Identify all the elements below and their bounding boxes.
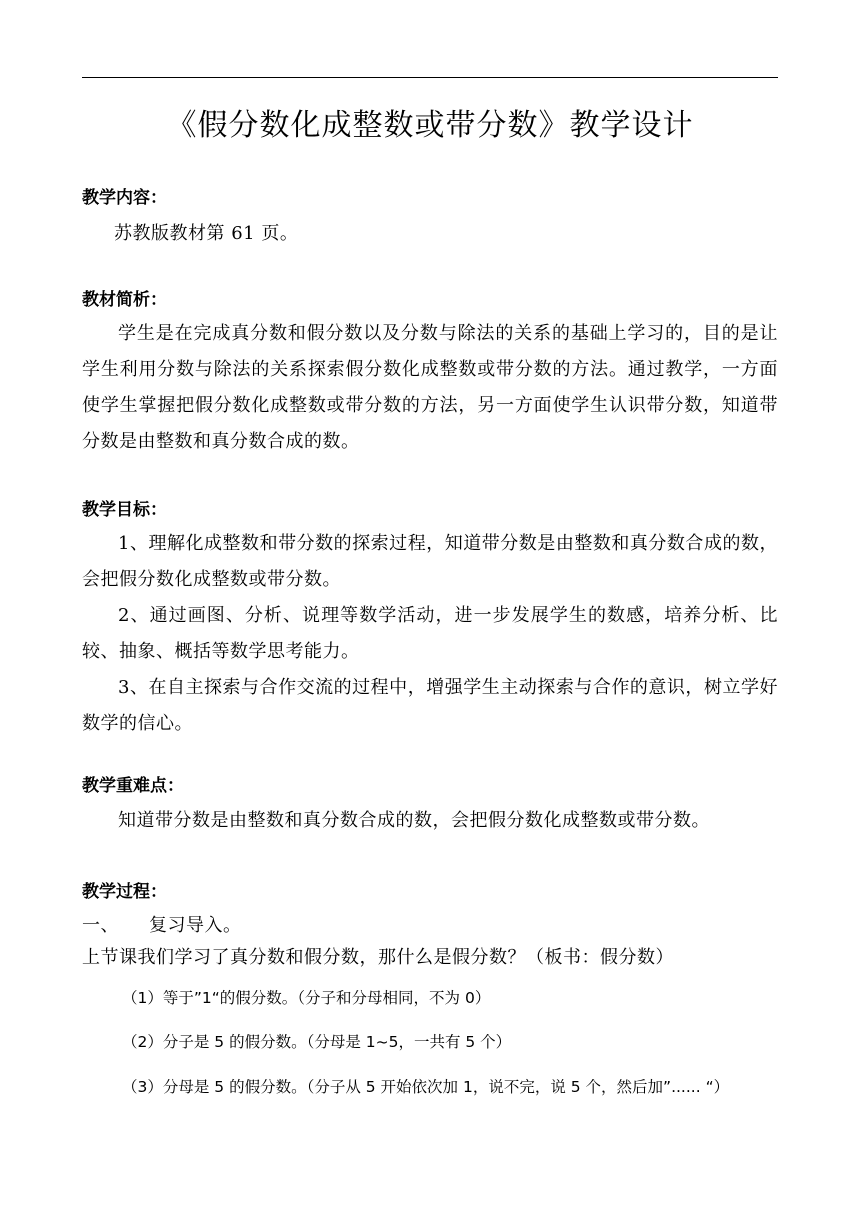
section-content bbox=[82, 184, 778, 212]
content-text-block bbox=[82, 218, 778, 250]
section-analysis bbox=[82, 286, 778, 314]
section-key-points bbox=[82, 772, 778, 800]
process-step-number: 一、 bbox=[82, 915, 119, 936]
key-points-text: 知道带分数是由整数和真分数合成的数，会把假分数化成整数或带分数。 bbox=[118, 810, 710, 831]
key-points-block bbox=[82, 803, 778, 839]
process-step-title: 复习导入。 bbox=[149, 915, 242, 936]
goals-list bbox=[82, 526, 778, 742]
document-title: 《假分数化成整数或带分数》教学设计 bbox=[166, 108, 694, 143]
section-process bbox=[82, 878, 778, 906]
process-intro: 上节课我们学习了真分数和假分数，那什么是假分数？（板书：假分数） bbox=[82, 947, 674, 968]
header-rule bbox=[82, 77, 778, 78]
goal-item-3: 3、在自主探索与合作交流的过程中，增强学生主动探索与合作的意识，树立学好数学的信心。 bbox=[82, 677, 778, 734]
goal-item-2: 2、通过画图、分析、说理等数学活动，进一步发展学生的数感，培养分析、比较、抽象、概括等数学思考能力。 bbox=[82, 605, 778, 662]
process-step-1 bbox=[82, 910, 778, 942]
section-heading-key-points: 教学重难点： bbox=[82, 776, 184, 796]
section-heading-goals: 教学目标： bbox=[82, 500, 167, 520]
review-question-2: （2）分子是 5 的假分数。（分母是 1~5，一共有 5 个） bbox=[122, 1033, 512, 1051]
review-question-3: （3）分母是 5 的假分数。（分子从 5 开始依次加 1，说不完，说 5 个，然后加”...... “） bbox=[122, 1078, 730, 1096]
content-text: 苏教版教材第 61 页。 bbox=[114, 223, 299, 244]
analysis-text-block bbox=[82, 316, 778, 460]
goal-item-1: 1、理解化成整数和带分数的探索过程，知道带分数是由整数和真分数合成的数，会把假分数化成整数或带分数。 bbox=[82, 533, 778, 590]
section-heading-content: 教学内容： bbox=[82, 188, 167, 208]
process-step-line bbox=[82, 910, 778, 942]
analysis-text: 学生是在完成真分数和假分数以及分数与除法的关系的基础上学习的，目的是让学生利用分数与除法的关系探索假分数化成整数或带分数的方法。通过教学，一方面使学生掌握把假分数化成整数或带分数的方法，另一方面使学生认识带分数，知道带分数是由整数和真分数合成的数。 bbox=[82, 323, 778, 452]
process-intro-block bbox=[82, 942, 778, 974]
section-heading-process: 教学过程： bbox=[82, 882, 167, 902]
section-heading-analysis: 教材简析： bbox=[82, 290, 167, 310]
section-goals bbox=[82, 496, 778, 524]
review-question-1: （1）等于”1“的假分数。（分子和分母相同，不为 0） bbox=[122, 989, 491, 1007]
